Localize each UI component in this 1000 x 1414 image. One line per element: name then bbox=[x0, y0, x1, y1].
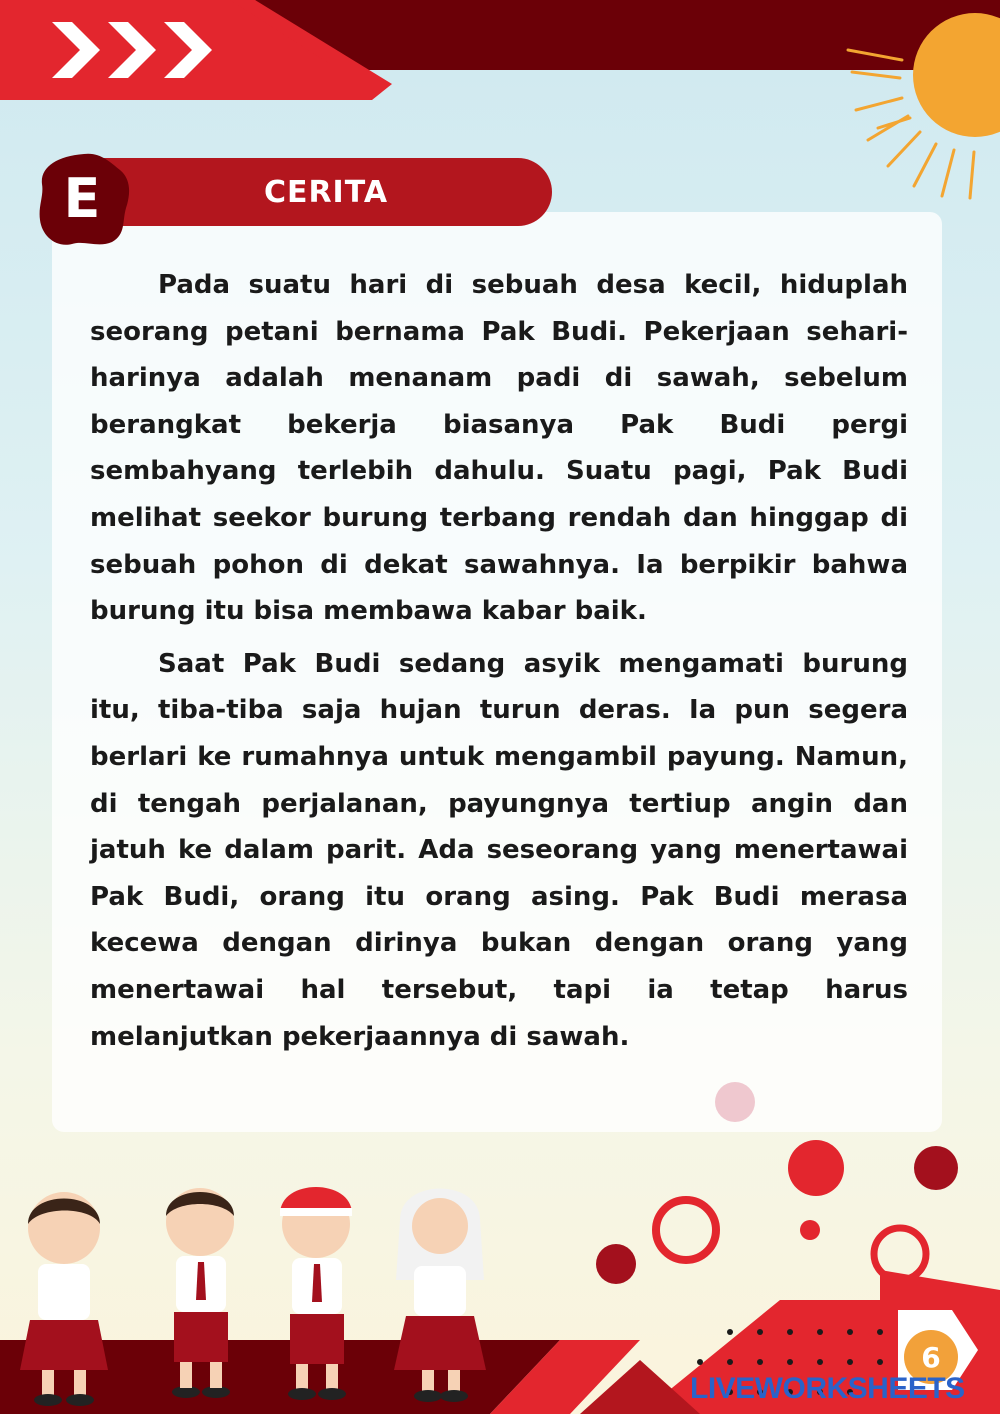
page-number: 6 bbox=[904, 1330, 958, 1384]
story-paragraph: Pada suatu hari di sebuah desa kecil, hiduplah seorang petani bernama Pak Budi. Pekerjaan sehari-harinya adalah menanam padi di sawah, sebelum berangkat bekerja biasanya Pak Budi pergi sembahyang terlebih dahulu. Suatu pagi, Pak Budi melihat seekor burung terbang rendah dan hinggap di sebuah pohon di dekat sawahnya. Ia berpikir bahwa burung itu bisa membawa kabar baik. bbox=[90, 270, 908, 627]
story-paragraph: Saat Pak Budi sedang asyik mengamati burung itu, tiba-tiba saja hujan turun deras. Ia pun segera berlari ke rumahnya untuk mengambil payung. Namun, di tengah perjalanan, payungnya tertiup angin dan jatuh ke dalam parit. Ada seseorang yang menertawai Pak Budi, orang itu orang asing. Pak Budi merasa kecewa dengan dirinya bukan dengan orang yang menertawai hal tersebut, tapi ia tetap harus melanjutkan pekerjaannya di sawah. bbox=[90, 648, 908, 1052]
children-illustration bbox=[0, 1170, 540, 1414]
section-letter: E bbox=[63, 166, 101, 230]
liveworksheets-watermark: LIVEWORKSHEETS bbox=[690, 1372, 965, 1405]
section-title: CERITA bbox=[100, 158, 552, 226]
sun-icon bbox=[830, 0, 1000, 210]
story-text bbox=[90, 262, 908, 1066]
